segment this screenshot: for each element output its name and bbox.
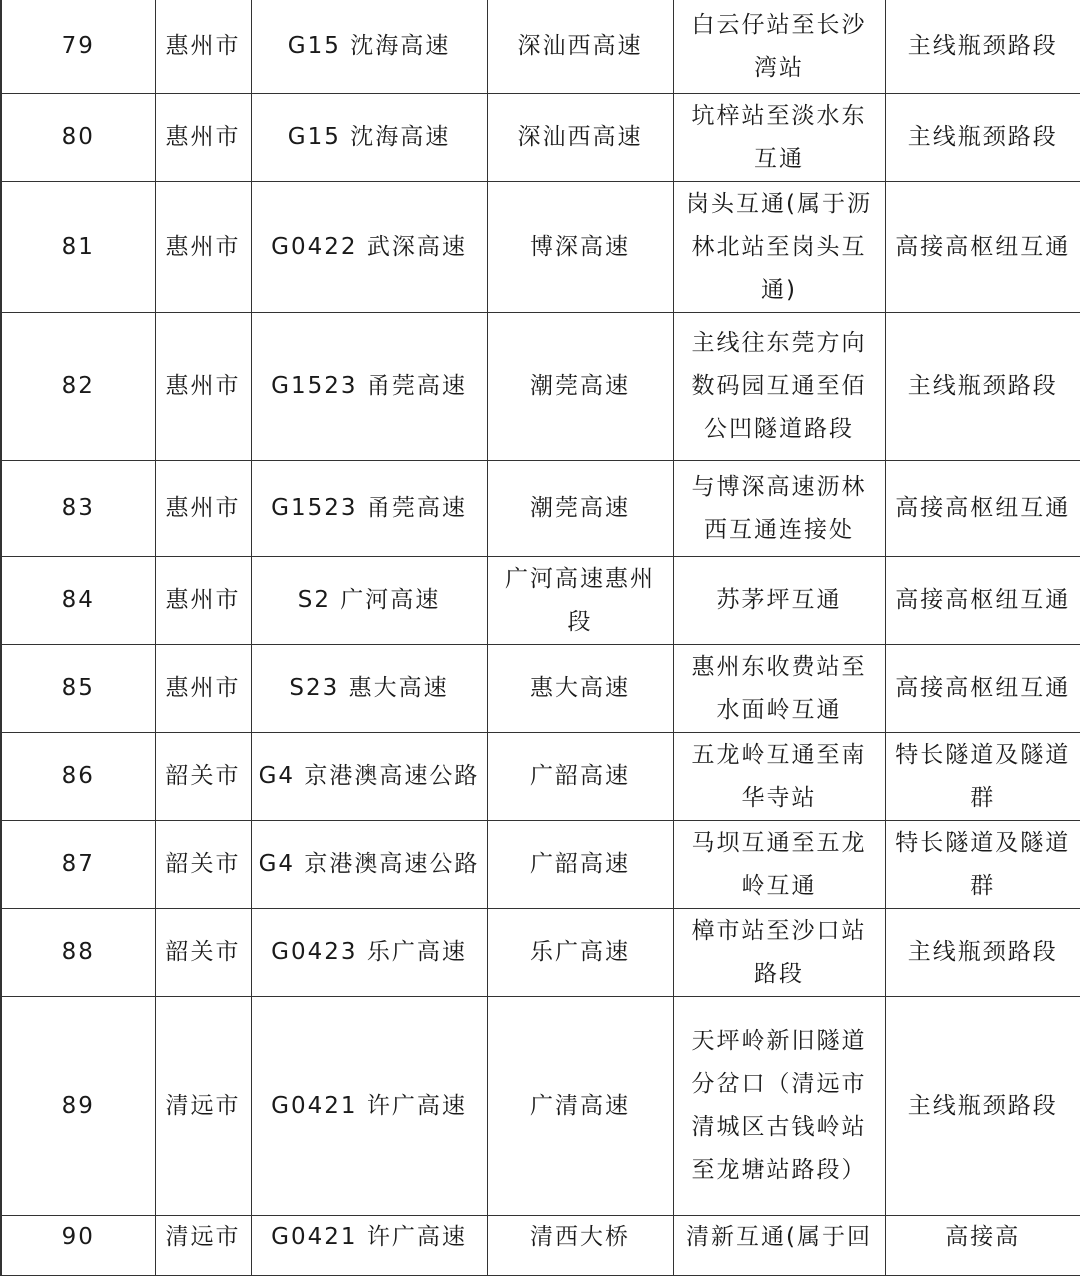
type-cell: 高接高枢纽互通 bbox=[885, 461, 1080, 557]
type-cell: 高接高枢纽互通 bbox=[885, 182, 1080, 313]
road-number-cell: G0421 许广高速 bbox=[251, 997, 487, 1216]
table-row bbox=[1, 182, 1080, 313]
row-number: 87 bbox=[1, 821, 155, 909]
section-cell: 五龙岭互通至南华寺站 bbox=[673, 733, 885, 821]
city-cell: 惠州市 bbox=[155, 645, 251, 733]
table-row bbox=[1, 1216, 1080, 1276]
road-number-cell: G1523 甬莞高速 bbox=[251, 313, 487, 461]
table-row bbox=[1, 557, 1080, 645]
row-number: 82 bbox=[1, 313, 155, 461]
row-number: 85 bbox=[1, 645, 155, 733]
city-cell: 惠州市 bbox=[155, 182, 251, 313]
city-cell: 惠州市 bbox=[155, 557, 251, 645]
road-name-cell: 深汕西高速 bbox=[487, 94, 673, 182]
section-cell: 马坝互通至五龙岭互通 bbox=[673, 821, 885, 909]
road-number-cell: S2 广河高速 bbox=[251, 557, 487, 645]
road-number-cell: G0423 乐广高速 bbox=[251, 909, 487, 997]
section-cell: 主线往东莞方向数码园互通至佰公凹隧道路段 bbox=[673, 313, 885, 461]
section-cell: 与博深高速沥林西互通连接处 bbox=[673, 461, 885, 557]
city-cell: 惠州市 bbox=[155, 461, 251, 557]
type-cell: 特长隧道及隧道群 bbox=[885, 821, 1080, 909]
road-name-cell: 广清高速 bbox=[487, 997, 673, 1216]
section-cell: 清新互通(属于回 bbox=[673, 1216, 885, 1276]
road-number-cell: G0421 许广高速 bbox=[251, 1216, 487, 1276]
table-row bbox=[1, 909, 1080, 997]
table-row bbox=[1, 461, 1080, 557]
road-name-cell: 博深高速 bbox=[487, 182, 673, 313]
section-cell: 樟市站至沙口站路段 bbox=[673, 909, 885, 997]
table-row bbox=[1, 645, 1080, 733]
row-number: 84 bbox=[1, 557, 155, 645]
type-cell: 主线瓶颈路段 bbox=[885, 997, 1080, 1216]
section-cell: 苏茅坪互通 bbox=[673, 557, 885, 645]
row-number: 81 bbox=[1, 182, 155, 313]
row-number: 86 bbox=[1, 733, 155, 821]
road-name-cell: 潮莞高速 bbox=[487, 313, 673, 461]
type-cell: 高接高 bbox=[885, 1216, 1080, 1276]
road-number-cell: G4 京港澳高速公路 bbox=[251, 821, 487, 909]
road-name-cell: 潮莞高速 bbox=[487, 461, 673, 557]
city-cell: 惠州市 bbox=[155, 94, 251, 182]
road-name-cell: 广韶高速 bbox=[487, 821, 673, 909]
type-cell: 高接高枢纽互通 bbox=[885, 645, 1080, 733]
type-cell: 特长隧道及隧道群 bbox=[885, 733, 1080, 821]
city-cell: 韶关市 bbox=[155, 733, 251, 821]
table-row bbox=[1, 997, 1080, 1216]
section-cell: 天坪岭新旧隧道分岔口（清远市清城区古钱岭站至龙塘站路段） bbox=[673, 997, 885, 1216]
table-row bbox=[1, 94, 1080, 182]
row-number: 89 bbox=[1, 997, 155, 1216]
row-number: 83 bbox=[1, 461, 155, 557]
type-cell: 主线瓶颈路段 bbox=[885, 94, 1080, 182]
table-row bbox=[1, 0, 1080, 94]
road-number-cell: S23 惠大高速 bbox=[251, 645, 487, 733]
road-name-cell: 乐广高速 bbox=[487, 909, 673, 997]
section-cell: 白云仔站至长沙湾站 bbox=[673, 0, 885, 94]
row-number: 90 bbox=[1, 1216, 155, 1276]
type-cell: 主线瓶颈路段 bbox=[885, 909, 1080, 997]
type-cell: 高接高枢纽互通 bbox=[885, 557, 1080, 645]
row-number: 79 bbox=[1, 0, 155, 94]
city-cell: 韶关市 bbox=[155, 821, 251, 909]
city-cell: 韶关市 bbox=[155, 909, 251, 997]
row-number: 80 bbox=[1, 94, 155, 182]
type-cell: 主线瓶颈路段 bbox=[885, 0, 1080, 94]
city-cell: 清远市 bbox=[155, 997, 251, 1216]
road-number-cell: G1523 甬莞高速 bbox=[251, 461, 487, 557]
road-name-cell: 广河高速惠州段 bbox=[487, 557, 673, 645]
road-number-cell: G15 沈海高速 bbox=[251, 0, 487, 94]
road-name-cell: 清西大桥 bbox=[487, 1216, 673, 1276]
road-name-cell: 惠大高速 bbox=[487, 645, 673, 733]
city-cell: 清远市 bbox=[155, 1216, 251, 1276]
road-name-cell: 深汕西高速 bbox=[487, 0, 673, 94]
table-row bbox=[1, 821, 1080, 909]
section-cell: 岗头互通(属于沥林北站至岗头互通) bbox=[673, 182, 885, 313]
road-number-cell: G15 沈海高速 bbox=[251, 94, 487, 182]
type-cell: 主线瓶颈路段 bbox=[885, 313, 1080, 461]
section-cell: 坑梓站至淡水东互通 bbox=[673, 94, 885, 182]
city-cell: 惠州市 bbox=[155, 313, 251, 461]
table-row bbox=[1, 733, 1080, 821]
road-number-cell: G4 京港澳高速公路 bbox=[251, 733, 487, 821]
road-number-cell: G0422 武深高速 bbox=[251, 182, 487, 313]
road-name-cell: 广韶高速 bbox=[487, 733, 673, 821]
city-cell: 惠州市 bbox=[155, 0, 251, 94]
table-row bbox=[1, 313, 1080, 461]
row-number: 88 bbox=[1, 909, 155, 997]
section-cell: 惠州东收费站至水面岭互通 bbox=[673, 645, 885, 733]
